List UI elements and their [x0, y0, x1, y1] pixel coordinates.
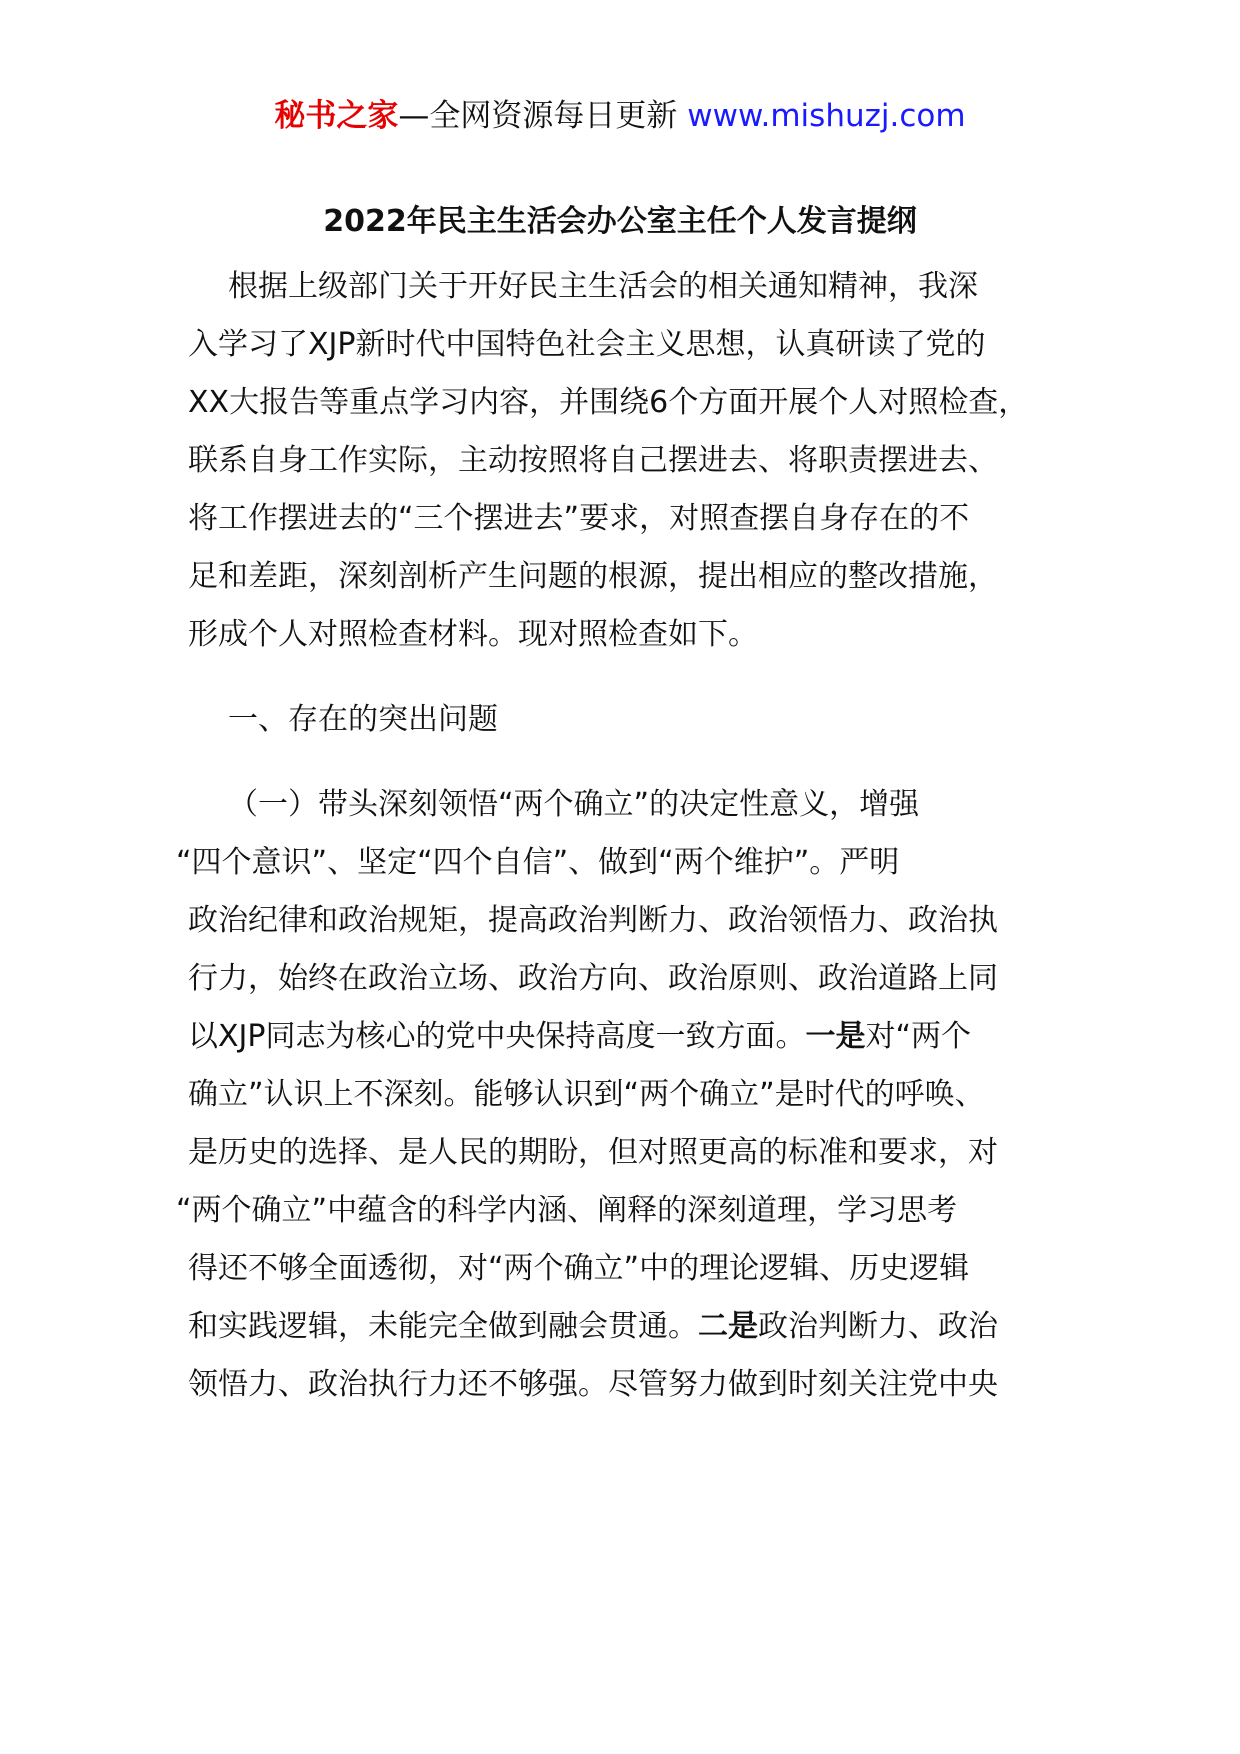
header-slogan: —全网资源每日更新 [398, 98, 688, 134]
site-url-link[interactable]: www.mishuzj.com [687, 98, 966, 134]
text-line: 行力，始终在政治立场、政治方向、政治原则、政治道路上同 [188, 961, 998, 996]
text-line: “两个确立”中蕴含的科学内涵、阐释的深刻道理，学习思考 [176, 1193, 958, 1228]
text-line: 将工作摆进去的“三个摆进去”要求，对照查摆自身存在的不 [188, 501, 970, 536]
text-line [188, 1017, 1088, 1057]
text-line: 政治纪律和政治规矩，提高政治判断力、政治领悟力、政治执 [188, 903, 998, 938]
text-segment: 以XJP同志为核心的党中央保持高度一致方面。 [188, 1019, 806, 1054]
emphasis-second: 二是 [698, 1309, 758, 1344]
text-line: 得还不够全面透彻，对“两个确立”中的理论逻辑、历史逻辑 [188, 1251, 970, 1286]
text-line: 领悟力、政治执行力还不够强。尽管努力做到时刻关注党中央 [188, 1367, 998, 1402]
text-segment: 政治判断力、政治 [758, 1309, 998, 1344]
section-heading: 一、存在的突出问题 [228, 702, 498, 737]
text-line: 联系自身工作实际，主动按照将自己摆进去、将职责摆进去、 [188, 443, 998, 478]
text-line: 根据上级部门关于开好民主生活会的相关通知精神，我深 [228, 269, 978, 304]
document-title: 2022年民主生活会办公室主任个人发言提纲 [323, 204, 917, 239]
text-segment: 和实践逻辑，未能完全做到融会贯通。 [188, 1309, 698, 1344]
text-segment: 对“两个 [865, 1019, 972, 1054]
text-line: 确立”认识上不深刻。能够认识到“两个确立”是时代的呼唤、 [188, 1077, 985, 1112]
emphasis-first: 一是 [805, 1019, 866, 1054]
text-line: 足和差距，深刻剖析产生问题的根源，提出相应的整改措施， [188, 559, 998, 594]
text-line [188, 1307, 1088, 1347]
text-line: “四个意识”、坚定“四个自信”、做到“两个维护”。严明 [176, 845, 900, 880]
text-line: 形成个人对照检查材料。现对照检查如下。 [188, 617, 758, 652]
text-line: （一）带头深刻领悟“两个确立”的决定性意义，增强 [228, 787, 920, 822]
brand-name: 秘书之家 [274, 98, 399, 134]
site-header [0, 96, 1240, 136]
text-line: 入学习了XJP新时代中国特色社会主义思想，认真研读了党的 [188, 327, 986, 362]
text-line: 是历史的选择、是人民的期盼，但对照更高的标准和要求，对 [188, 1135, 998, 1170]
text-line: XX大报告等重点学习内容，并围绕6个方面开展个人对照检查， [188, 385, 1029, 420]
